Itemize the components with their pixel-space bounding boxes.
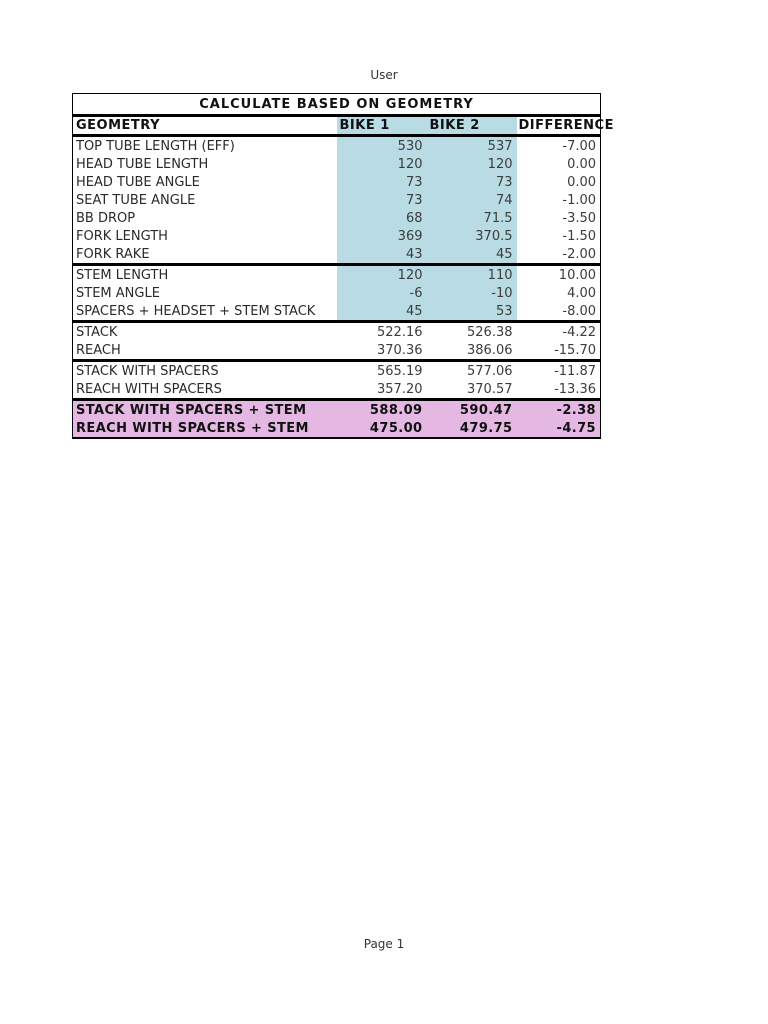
difference-value: -4.75 <box>517 419 601 438</box>
table-row <box>73 173 601 191</box>
column-header-bike1: BIKE 1 <box>337 116 427 136</box>
bike1-value: 120 <box>337 265 427 285</box>
table-row <box>73 245 601 265</box>
difference-value: -7.00 <box>562 138 597 154</box>
difference-value: 0.00 <box>567 156 597 172</box>
bike1-value: 68 <box>337 209 427 227</box>
bike1-value: 73 <box>337 173 427 191</box>
bike1-value: -6 <box>337 284 427 302</box>
bike2-value: 71.5 <box>427 209 517 227</box>
bike2-value: 526.38 <box>427 322 517 342</box>
bike2-value: 120 <box>427 155 517 173</box>
bike2-value: 577.06 <box>427 361 517 381</box>
table-row <box>73 341 601 361</box>
table-row <box>73 265 601 285</box>
bike2-value: 386.06 <box>467 342 513 358</box>
page-number: Page 1 <box>363 937 405 951</box>
difference-value: 0.00 <box>567 174 597 190</box>
bike1-value: 369 <box>337 227 427 245</box>
difference-value: -4.22 <box>517 322 601 342</box>
table-row <box>73 227 601 245</box>
row-label: STACK <box>73 322 337 342</box>
row-label: STEM LENGTH <box>73 265 337 285</box>
document-header-user: User <box>370 68 398 82</box>
difference-value: -3.50 <box>562 210 597 226</box>
difference-value: -13.36 <box>554 381 597 397</box>
row-label: BB DROP <box>76 210 136 226</box>
column-header-bike2: BIKE 2 <box>427 116 517 136</box>
table-title: CALCULATE BASED ON GEOMETRY <box>73 94 601 116</box>
difference-value: 10.00 <box>517 265 601 285</box>
row-label: STEM ANGLE <box>76 285 160 301</box>
bike2-value: 479.75 <box>427 419 517 438</box>
difference-value: -2.38 <box>517 400 601 420</box>
difference-value: -11.87 <box>517 361 601 381</box>
row-label: FORK RAKE <box>76 246 150 262</box>
bike1-value: 565.19 <box>337 361 427 381</box>
table-row <box>73 400 601 420</box>
bike2-value: 370.5 <box>427 227 517 245</box>
difference-value: 4.00 <box>567 285 597 301</box>
table-row <box>73 136 601 156</box>
row-label: SPACERS + HEADSET + STEM STACK <box>76 303 316 319</box>
row-label: SEAT TUBE ANGLE <box>76 192 196 208</box>
bike2-value: 537 <box>427 136 517 156</box>
row-label: REACH WITH SPACERS + STEM <box>73 419 337 438</box>
table-row <box>73 419 601 438</box>
difference-value: -1.00 <box>562 192 597 208</box>
bike1-value: 43 <box>337 245 427 265</box>
bike2-value: 45 <box>427 245 517 265</box>
difference-value: -1.50 <box>562 228 597 244</box>
table-title-row <box>73 94 601 116</box>
bike1-value: 522.16 <box>337 322 427 342</box>
row-label: STACK WITH SPACERS <box>73 361 337 381</box>
table-row <box>73 322 601 342</box>
table-row <box>73 284 601 302</box>
bike2-value: 74 <box>427 191 517 209</box>
row-label: STACK WITH SPACERS + STEM <box>73 400 337 420</box>
difference-value: -2.00 <box>562 246 597 262</box>
bike2-value: 590.47 <box>427 400 517 420</box>
row-label: TOP TUBE LENGTH (EFF) <box>76 138 235 154</box>
table-row <box>73 361 601 381</box>
row-label: HEAD TUBE ANGLE <box>76 174 200 190</box>
table-row <box>73 191 601 209</box>
bike2-value: 370.57 <box>467 381 513 397</box>
table-row <box>73 380 601 400</box>
bike2-value: 53 <box>427 302 517 322</box>
geometry-comparison-table <box>72 93 614 439</box>
column-header-difference: DIFFERENCE <box>517 116 601 136</box>
bike1-value: 370.36 <box>377 342 423 358</box>
difference-value: -15.70 <box>554 342 597 358</box>
bike2-value: -10 <box>427 284 517 302</box>
table-row <box>73 155 601 173</box>
table-row <box>73 302 601 322</box>
column-header-geometry: GEOMETRY <box>73 116 337 136</box>
row-label: REACH WITH SPACERS <box>76 381 222 397</box>
bike1-value: 120 <box>337 155 427 173</box>
bike1-value: 588.09 <box>337 400 427 420</box>
bike1-value: 357.20 <box>377 381 423 397</box>
difference-value: -8.00 <box>562 303 597 319</box>
table-header-row <box>73 116 601 136</box>
row-label: FORK LENGTH <box>76 228 168 244</box>
bike1-value: 530 <box>337 136 427 156</box>
table-row <box>73 209 601 227</box>
bike2-value: 110 <box>427 265 517 285</box>
row-label: REACH <box>76 342 121 358</box>
row-label: HEAD TUBE LENGTH <box>76 156 209 172</box>
bike1-value: 73 <box>337 191 427 209</box>
bike1-value: 475.00 <box>337 419 427 438</box>
bike1-value: 45 <box>337 302 427 322</box>
bike2-value: 73 <box>427 173 517 191</box>
